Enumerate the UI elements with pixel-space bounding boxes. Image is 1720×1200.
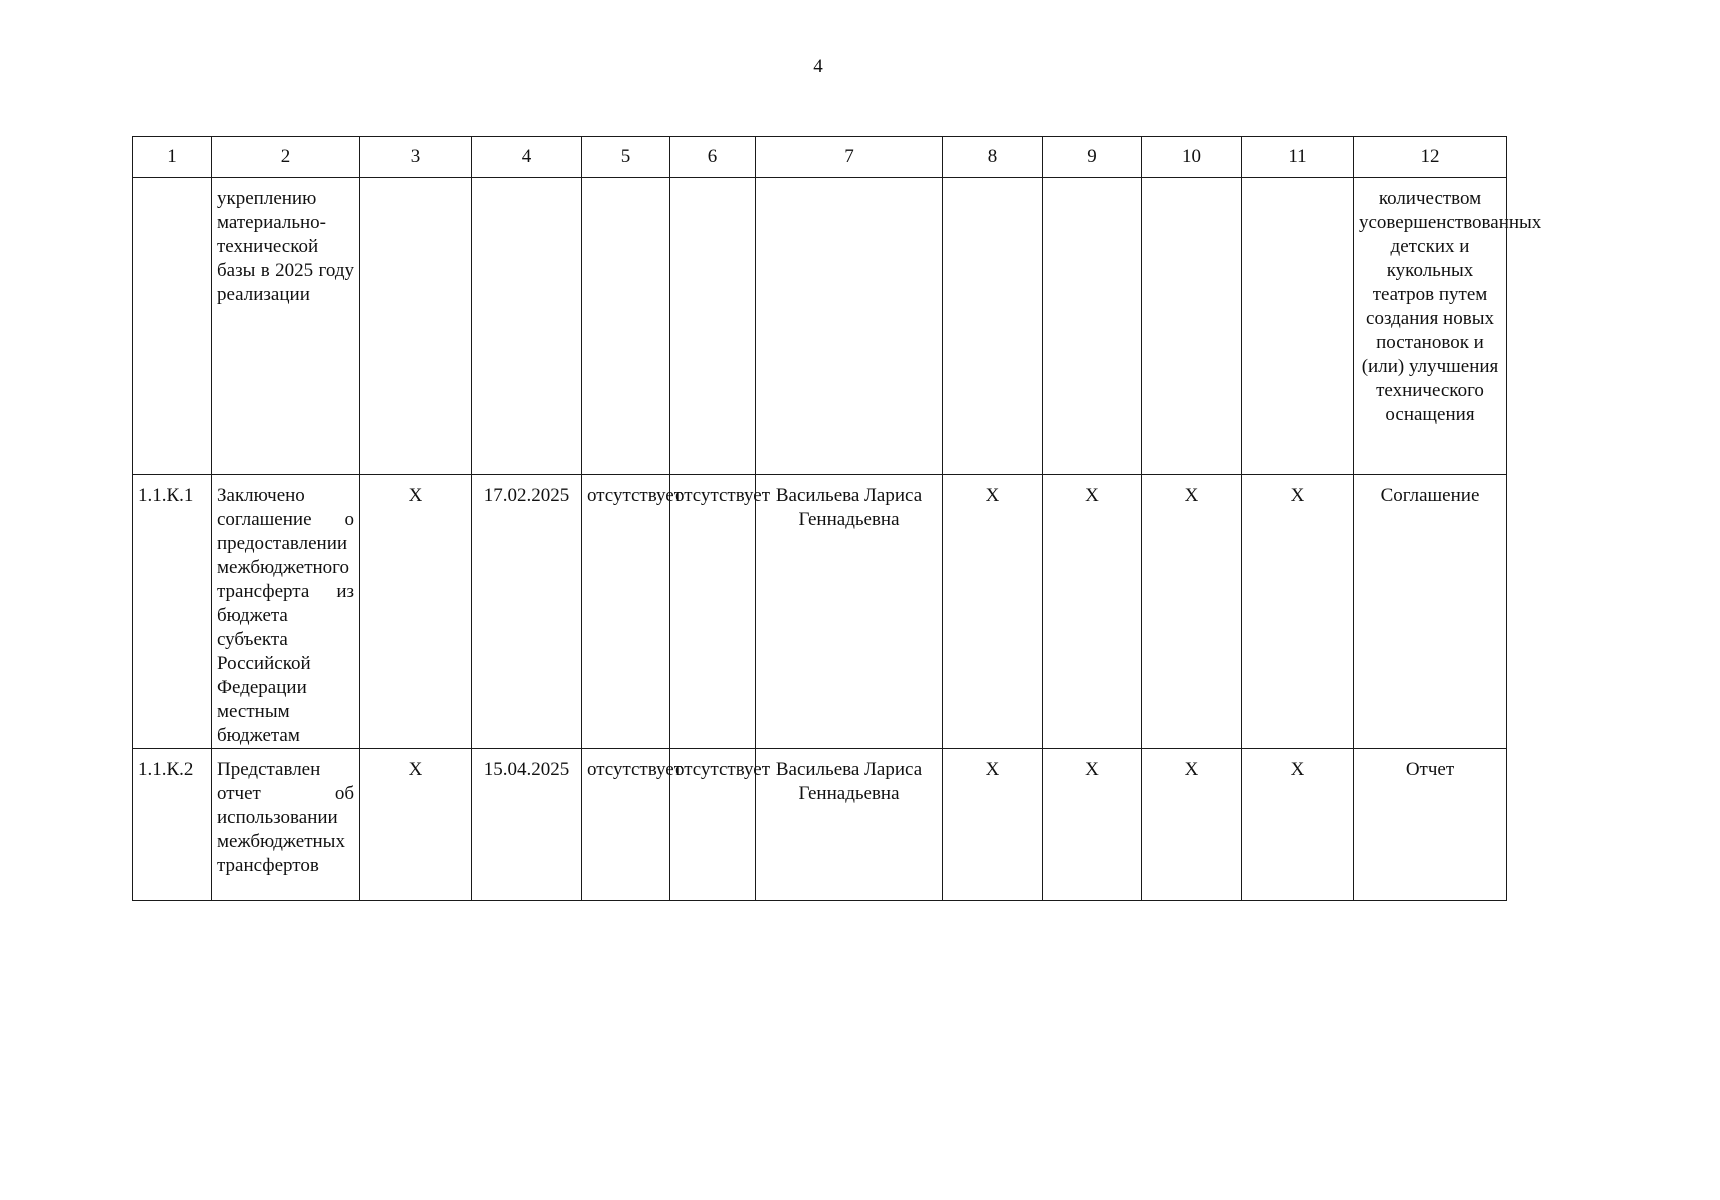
cell-result: количеством усовершенствованных детских и кукольных театров путем создания новых постановок и (или) улучшения технического оснащения	[1354, 178, 1507, 475]
cell-col10	[1142, 178, 1242, 475]
cell-col11	[1242, 178, 1354, 475]
column-header-6: 6	[670, 137, 756, 178]
cell-col10: Х	[1142, 475, 1242, 749]
cell-description: Заключено соглашение о предоставлении межбюджетного трансферта из бюджета субъекта Российской Федерации местным бюджетам	[212, 475, 360, 749]
cell-col6: отсутствует	[670, 475, 756, 749]
cell-col5	[582, 178, 670, 475]
plan-table	[132, 136, 1542, 901]
cell-col11: Х	[1242, 475, 1354, 749]
cell-responsible: Васильева Лариса Геннадьевна	[756, 475, 943, 749]
table-row	[133, 475, 1507, 749]
column-header-10: 10	[1142, 137, 1242, 178]
column-header-11: 11	[1242, 137, 1354, 178]
cell-col8: Х	[943, 749, 1043, 901]
table-header-row	[133, 137, 1507, 178]
column-header-1: 1	[133, 137, 212, 178]
cell-date: 17.02.2025	[472, 475, 582, 749]
column-header-4: 4	[472, 137, 582, 178]
cell-col5: отсутствует	[582, 475, 670, 749]
cell-col5: отсутствует	[582, 749, 670, 901]
cell-col6	[670, 178, 756, 475]
cell-col10: Х	[1142, 749, 1242, 901]
cell-date	[472, 178, 582, 475]
cell-col6: отсутствует	[670, 749, 756, 901]
cell-number: 1.1.К.1	[133, 475, 212, 749]
cell-result: Соглашение	[1354, 475, 1507, 749]
column-header-9: 9	[1043, 137, 1142, 178]
cell-col8	[943, 178, 1043, 475]
table-row	[133, 749, 1507, 901]
column-header-12: 12	[1354, 137, 1507, 178]
cell-number	[133, 178, 212, 475]
table-row	[133, 178, 1507, 475]
cell-responsible	[756, 178, 943, 475]
cell-description: укреплению материально-технической базы в 2025 году реализации	[212, 178, 360, 475]
cell-col9	[1043, 178, 1142, 475]
cell-number: 1.1.К.2	[133, 749, 212, 901]
column-header-8: 8	[943, 137, 1043, 178]
cell-col11: Х	[1242, 749, 1354, 901]
cell-col3: Х	[360, 749, 472, 901]
cell-col9: Х	[1043, 475, 1142, 749]
cell-date: 15.04.2025	[472, 749, 582, 901]
cell-col3	[360, 178, 472, 475]
cell-description: Представлен отчет об использовании межбюджетных трансфертов	[212, 749, 360, 901]
cell-responsible: Васильева Лариса Геннадьевна	[756, 749, 943, 901]
column-header-3: 3	[360, 137, 472, 178]
cell-col3: Х	[360, 475, 472, 749]
column-header-7: 7	[756, 137, 943, 178]
cell-result: Отчет	[1354, 749, 1507, 901]
cell-col8: Х	[943, 475, 1043, 749]
column-header-2: 2	[212, 137, 360, 178]
page-number: 4	[813, 56, 823, 77]
column-header-5: 5	[582, 137, 670, 178]
cell-col9: Х	[1043, 749, 1142, 901]
